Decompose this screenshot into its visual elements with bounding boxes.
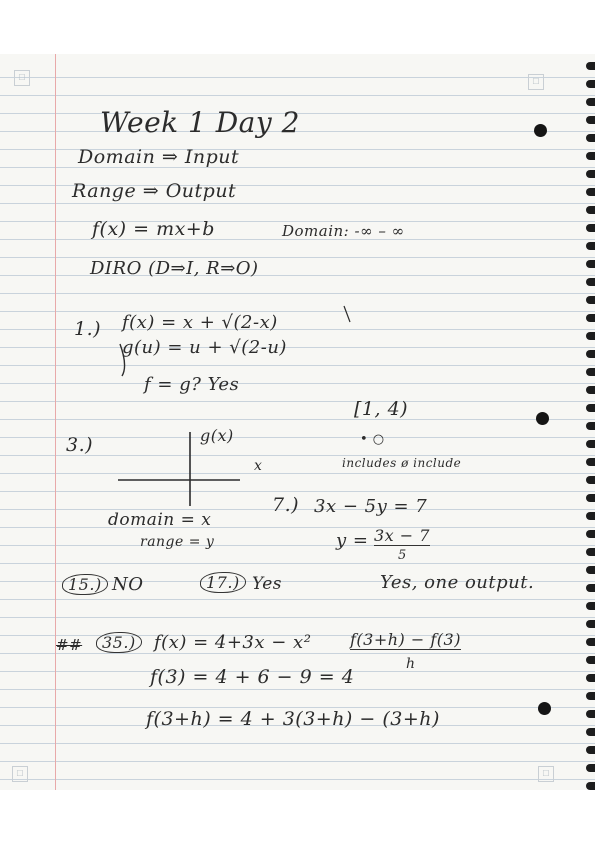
problem-35-scribble: ## <box>56 636 83 654</box>
problem-1-g: g(u) = u + √(2-u) <box>122 337 287 358</box>
problem-35-f3h: f(3+h) = 4 + 3(3+h) − (3+h) <box>146 708 440 730</box>
hand-drawn-axes <box>0 54 595 790</box>
linear-function: f(x) = mx+b <box>92 218 215 240</box>
problem-3-number: 3.) <box>66 434 94 456</box>
problem-7-answer: Yes, one output. <box>380 572 535 593</box>
problem-15-answer: NO <box>112 574 144 595</box>
page-title: Week 1 Day 2 <box>100 106 300 139</box>
problem-3-range: range = y <box>140 534 215 550</box>
problem-17-answer: Yes <box>252 574 283 594</box>
interval-note: includes ø include <box>342 456 462 470</box>
problem-1-number: 1.) <box>74 318 102 340</box>
problem-35-f3: f(3) = 4 + 6 − 9 = 4 <box>150 666 355 688</box>
problem-35-number: 35.) <box>96 632 142 653</box>
notebook-page <box>0 54 595 790</box>
problem-7-equation: 3x − 5y = 7 <box>314 496 428 517</box>
problem-7-denominator: 5 <box>398 548 407 563</box>
problem-1-question: f = g? Yes <box>144 374 240 395</box>
problem-3-domain: domain = x <box>108 510 212 530</box>
interval-dots: • ○ <box>360 432 385 447</box>
problem-15-number: 15.) <box>62 574 108 595</box>
diro-mnemonic: DIRO (D⇒I, R⇒O) <box>90 258 259 279</box>
problem-7-numerator: 3x − 7 <box>374 526 430 545</box>
linear-domain-note: Domain: -∞ – ∞ <box>282 222 405 240</box>
interval-notation: [1, 4) <box>354 398 409 420</box>
problem-17-number: 17.) <box>200 572 246 593</box>
problem-1-f: f(x) = x + √(2-x) <box>122 312 278 333</box>
corner-mark-icon: ☐ <box>12 766 28 782</box>
corner-mark-icon: ☐ <box>538 766 554 782</box>
problem-35-difference-quotient: f(3+h) − f(3) <box>350 630 461 649</box>
corner-mark-icon: ☐ <box>528 74 544 90</box>
problem-7-y: y = <box>336 530 369 551</box>
domain-definition: Domain ⇒ Input <box>78 146 240 168</box>
range-definition: Range ⇒ Output <box>72 180 237 202</box>
problem-35-function: f(x) = 4+3x − x² <box>154 632 312 653</box>
corner-mark-icon: ☐ <box>14 70 30 86</box>
problem-3-x-label: x <box>254 458 263 474</box>
problem-7-number: 7.) <box>272 494 300 516</box>
problem-35-denominator: h <box>406 656 416 672</box>
problem-3-g-label: g(x) <box>200 426 234 445</box>
